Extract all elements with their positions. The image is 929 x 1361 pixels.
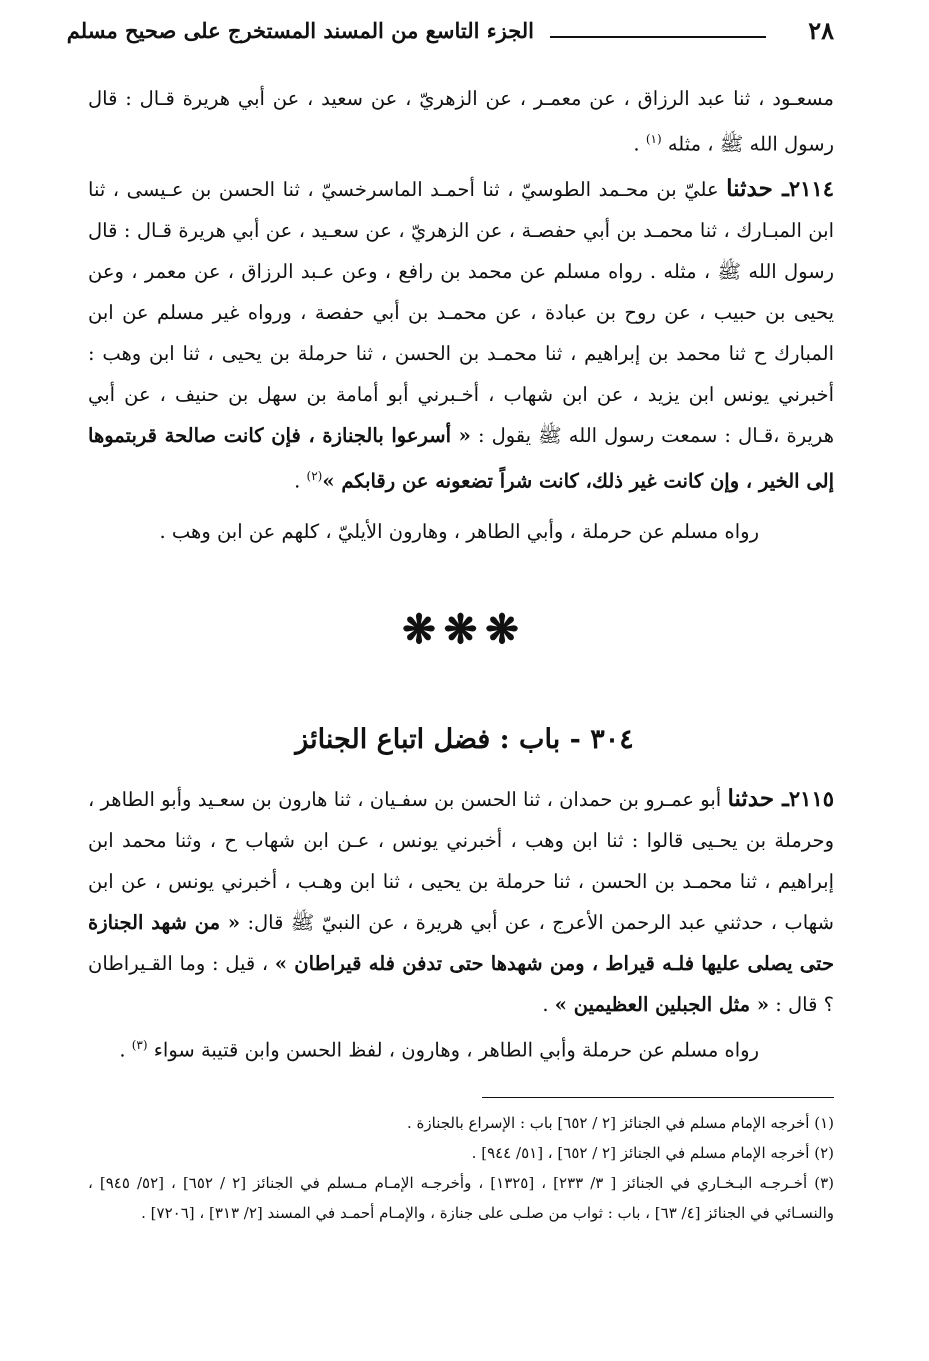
period: . [119, 1038, 126, 1062]
period: . [633, 132, 640, 156]
narration-note-2114: رواه مسلم عن حرملة ، وأبي الطاهر ، وهارون الأيليّ ، كلهم عن ابن وهب . [159, 520, 759, 543]
haddathana-label: ـ حدثنا [727, 785, 789, 812]
matn-text-2: « مثل الجبلين العظيمين » [554, 993, 770, 1016]
page-number: ٢٨ [808, 16, 834, 45]
footnote-rule [482, 1097, 834, 1098]
hadith-2115 [88, 778, 834, 1025]
isnad-text: أبو عمـرو بن حمدان ، ثنا الحسن بن سفـيان ، ثنا هارون بن سعـيد وأبو الطاهر ، وحرملة بن يحـيى قالوا : ثنا ابن وهب ، أخبرني يونس ، عـن ابن شهاب ح ، وثنا محمد ابن إبراهيم ، ثنا محمـد بن الحسن ، ثنا حرملة بن يحيى ، ثنا ابن وهـب ، أخبرني يونس ، عن ابن شهاب ، حدثني عبد الرحمن الأعرج ، عن أبي هريرة ، عن النبيّ ﷺ قال: [88, 788, 835, 934]
section-separator: ❋❋❋ [402, 606, 527, 653]
matn-text: « من شهد الجنازة حتى يصلى عليها فلـه قيراط ، ومن شهدها حتى تدفن فله قيراطان » [88, 911, 834, 975]
hadith-2114 [88, 168, 834, 502]
matn-text: « أسرعوا بالجنازة ، فإن كانت صالحة قربتموها إلى الخير ، وإن كانت غير ذلك، كانت شراً تضعونه عن رقابكم » [88, 424, 834, 493]
page-header [66, 14, 834, 54]
header-rule [550, 36, 766, 38]
chapter-heading: ٣٠٤ - باب : فضل اتباع الجنائز [295, 724, 634, 755]
isnad-text: عليّ بن محـمد الطوسيّ ، ثنا أحمـد الماسرخسيّ ، ثنا الحسن بن عـيسى ، ثنا ابن المبـارك ، ثنا محمـد بن أبي حفصـة ، عن الزهريّ ، عن سعـيد ، عن أبي هريرة قـال : قال رسول الله ﷺ ، مثله . رواه مسلم عن محمد بن رافع ، وعن عـبد الرزاق ، عن معمر ، وعن يحيى بن حبيب ، عن روح بن عبادة ، عن محمـد بن أبي حفصة ، ورواه غير مسلم عن ابن المبارك ح ثنا محمد بن إبراهيم ، ثنا محمـد بن الحسن ، ثنا حرملة بن يحيى ، ثنا ابن وهب : أخبرني يونس ابن يزيد ، عن ابن شهاب ، أخـبرني أبو أمامة بن سهل بن حنيف ، عن أبي هريرة ،قـال : سمعت رسول الله ﷺ يقول : [88, 178, 834, 447]
question-text: ، قيل : وما القـيراطان ؟ قال : [88, 952, 834, 1016]
narration-note-2115 [88, 1038, 759, 1062]
hadith-number: ٢١١٤ [788, 176, 834, 201]
hadith-number: ٢١١٥ [788, 786, 835, 811]
running-title: الجزء التاسع من المسند المستخرج على صحيح مسلم [66, 18, 534, 43]
period: . [294, 469, 301, 493]
continuation-text: مسعـود ، ثنا عبد الرزاق ، عن معمـر ، عن الزهريّ ، عن سعيد ، عن أبي هريرة قـال : قال رسول الله ﷺ ، مثله [88, 87, 834, 156]
footnote-2: (٢) أخرجه الإمام مسلم في الجنائز [٢ / ٦٥٢] ، [٥١/ ٩٤٤] . [471, 1144, 834, 1162]
footnote-1: (١) أخرجه الإمام مسلم في الجنائز [٢ / ٦٥٢] باب : الإسراع بالجنازة . [407, 1114, 834, 1132]
footnote-3: (٣) أخـرجـه البـخـاري في الجنائز [ ٣/ ٢٣٣] ، [١٣٢٥] ، وأخرجـه الإمـام مـسلم في الجنائز [٢ / ٦٥٢] ، [٥٢/ ٩٤٥] ، والنسـائي في الجنائز [٤/ ٦٣] ، باب : ثواب من صلـى على جنازة ، والإمـام أحمـد في المسند [٢/ ٣١٣] ، [٧٢٠٦] . [88, 1174, 835, 1222]
footnote-ref-2[interactable]: (٢) [306, 469, 323, 483]
continuation-paragraph [88, 78, 834, 165]
footnote-ref-3[interactable]: (٣) [131, 1038, 148, 1052]
period: . [542, 993, 549, 1016]
haddathana-label: ـ حدثنا [726, 175, 789, 202]
footnote-ref-1[interactable]: (١) [645, 132, 662, 146]
footnotes [88, 1108, 834, 1228]
narration-note-text: رواه مسلم عن حرملة وأبي الطاهر ، وهارون ، لفظ الحسن وابن قتيبة سواء [153, 1038, 759, 1062]
